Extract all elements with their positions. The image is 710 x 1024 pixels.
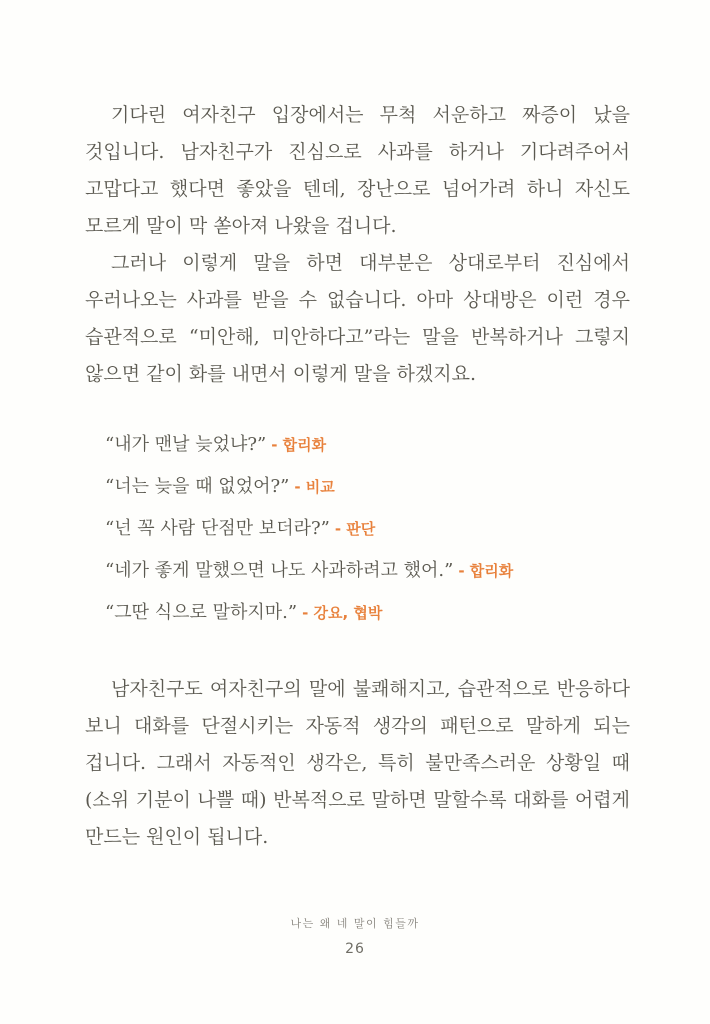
page-footer <box>0 915 710 957</box>
quote-annotation: - 합리화 <box>271 436 327 454</box>
quote-line <box>105 592 630 634</box>
quote-text: “넌 꼭 사람 단점만 보더라?” <box>105 518 330 539</box>
paragraph-2: 그러나 이렇게 말을 하면 대부분은 상대로부터 진심에서 우러나오는 사과를 받을 수 없습니다. 아마 상대방은 이런 경우 습관적으로 “미안해, 미안하다고”라는 말을 반복하거나 그렇지 않으면 같이 화를 내면서 이렇게 말을 하겠지요. <box>85 252 630 385</box>
page-body <box>85 97 630 856</box>
footer-page-number: 26 <box>345 941 365 957</box>
quote-line <box>105 466 630 508</box>
paragraph-3: 남자친구도 여자친구의 말에 불쾌해지고, 습관적으로 반응하다 보니 대화를 단절시키는 자동적 생각의 패턴으로 말하게 되는 겁니다. 그래서 자동적인 생각은, 특히 불만족스러운 상황일 때(소위 기분이 나쁠 때) 반복적으로 말하면 말할수록 대화를 어렵게 만드는 원인이 됩니다. <box>85 678 630 848</box>
quote-line <box>105 508 630 550</box>
quote-text: “내가 맨날 늦었냐?” <box>105 434 267 455</box>
quote-text: “네가 좋게 말했으면 나도 사과하려고 했어.” <box>105 560 454 581</box>
paragraph-1: 기다린 여자친구 입장에서는 무척 서운하고 짜증이 났을 것입니다. 남자친구가 진심으로 사과를 하거나 기다려주어서 고맙다고 했다면 좋았을 텐데, 장난으로 넘어가려 하니 자신도 모르게 말이 막 쏟아져 나왔을 겁니다. <box>85 104 630 237</box>
quote-annotation: - 비교 <box>294 478 335 496</box>
quote-line <box>105 550 630 592</box>
quote-text: “너는 늦을 때 없었어?” <box>105 476 290 497</box>
quote-annotation: - 판단 <box>334 520 376 538</box>
quote-annotation: - 합리화 <box>458 562 514 580</box>
quote-text: “그딴 식으로 말하지마.” <box>105 602 298 623</box>
quote-block <box>105 424 630 634</box>
footer-book-title: 나는 왜 네 말이 힘들까 <box>290 917 420 930</box>
quote-annotation: - 강요, 협박 <box>302 604 383 622</box>
quote-line <box>105 424 630 466</box>
